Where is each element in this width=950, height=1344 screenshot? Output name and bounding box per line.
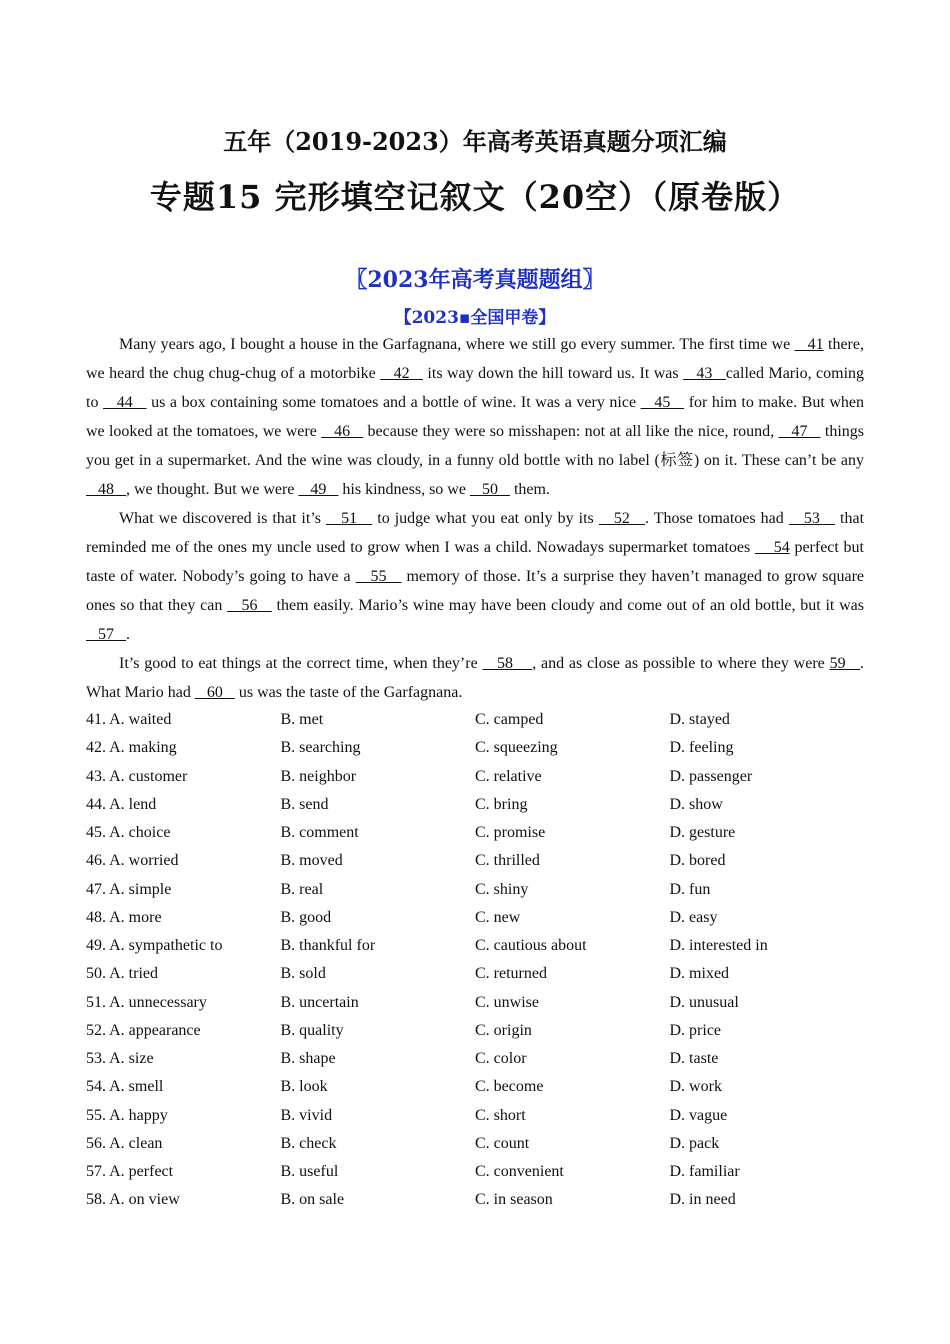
option-text: C. count [475,1134,530,1152]
passage-text: us was the taste of the Garfagnana. [234,684,463,701]
option-a [86,1158,281,1186]
option-text: A. happy [109,1106,168,1124]
question-number: 41. [86,711,106,728]
option-c [475,1186,670,1214]
passage-text: . [126,626,130,643]
option-row [86,989,886,1017]
blank-number: 52 [598,510,645,527]
option-text: A. sympathetic to [109,937,223,954]
topic-title: 专题15 完形填空记叙文（20空）（原卷版） [149,178,801,216]
question-number: 55. [86,1106,106,1124]
option-text: A. appearance [109,1021,201,1039]
option-row [86,876,886,904]
option-a [86,706,281,734]
option-b [281,791,476,819]
option-text: D. stayed [669,711,730,728]
blank-number: 44 [103,394,147,411]
option-b [281,1045,476,1073]
option-a [86,932,281,960]
option-a [86,960,281,988]
option-text: C. origin [475,1021,532,1039]
blank-number: 45 [640,394,685,411]
option-text: B. comment [280,824,359,841]
passage-text: them easily. Mario’s wine may have been cloudy and come out of an old bottle, but it was [271,597,865,614]
option-d [670,791,865,819]
option-text: A. tried [109,965,158,983]
passage-text: because they were so misshapen: not at all like the nice, round, [363,423,779,440]
blank-number: 42 [380,365,423,382]
passage-text: things you get in a supermarket. And the wine was cloudy, in a funny old bottle with no label (标签) on it. These can’t be any [86,423,864,469]
option-text: C. relative [475,767,542,785]
option-d [670,904,865,932]
option-d [670,1045,865,1073]
option-text: A. size [109,1050,154,1067]
option-text: D. vague [669,1106,728,1124]
option-text: B. sold [280,965,326,983]
option-row [86,1045,886,1073]
question-number: 51. [86,993,106,1011]
passage-text: . What Mario had [86,655,864,701]
option-text: B. uncertain [280,993,359,1011]
option-text: D. fun [669,880,711,898]
option-b [281,847,476,875]
option-a [86,904,281,932]
passage-paragraph [86,330,864,504]
option-text: C. bring [475,795,528,813]
question-number: 45. [86,824,106,841]
option-b [281,763,476,791]
option-c [475,847,670,875]
option-a [86,791,281,819]
blank-number: 51 [326,510,373,527]
option-text: C. thrilled [475,852,540,870]
blank-number: 47 [778,423,821,440]
option-row [86,763,886,791]
blank-number: 55 [355,568,402,585]
option-text: B. quality [280,1021,344,1039]
option-a [86,1130,281,1158]
option-text: C. squeezing [475,739,558,757]
option-text: A. smell [109,1078,164,1096]
option-text: B. check [280,1134,337,1152]
passage-text: called Mario, coming to [86,365,865,411]
option-text: D. pack [669,1134,720,1152]
passage-text: . Those tomatoes had [645,510,789,527]
option-text: C. short [475,1106,526,1124]
blank-number: 49 [298,481,339,498]
option-text: D. in need [669,1191,736,1209]
option-d [670,706,865,734]
option-c [475,734,670,762]
option-text: B. shape [280,1050,336,1067]
blank-number: 54 [754,539,790,556]
option-text: A. on view [109,1191,180,1209]
blank-number: 50 [469,481,510,498]
option-b [281,734,476,762]
option-a [86,1045,281,1073]
option-text: C. cautious about [475,937,587,954]
option-b [281,1186,476,1214]
option-d [670,1073,865,1101]
option-text: D. feeling [669,739,734,757]
blank-number: 41 [794,336,824,353]
option-row [86,960,886,988]
option-text: D. mixed [669,965,730,983]
paper-title: 【2023▪全国甲卷】 [394,308,556,328]
option-c [475,932,670,960]
passage-text: its way down the hill toward us. It was [422,365,684,382]
option-row [86,1102,886,1130]
option-row [86,1186,886,1214]
group-title: 〖2023年高考真题题组〗 [345,267,605,293]
option-c [475,876,670,904]
question-number: 50. [86,965,106,983]
question-number: 46. [86,852,106,870]
option-text: C. unwise [475,993,539,1011]
option-text: D. passenger [669,767,753,785]
option-text: C. promise [475,824,546,841]
option-a [86,1186,281,1214]
option-text: D. bored [669,852,726,870]
passage-text: there, we heard the chug chug-chug of a motorbike [86,336,864,382]
option-text: B. good [280,908,332,926]
option-row [86,1073,886,1101]
option-c [475,819,670,847]
option-a [86,763,281,791]
option-text: C. convenient [475,1163,564,1180]
option-a [86,1073,281,1101]
option-b [281,989,476,1017]
option-text: C. new [475,908,521,926]
option-d [670,847,865,875]
question-number: 49. [86,937,106,954]
option-b [281,1102,476,1130]
option-row [86,847,886,875]
option-d [670,932,865,960]
passage-text: perfect but taste of water. Nobody’s going to have a [86,539,864,585]
passage-text: memory of those. It’s a surprise they haven’t managed to grow square ones so that they can [86,568,865,614]
option-a [86,734,281,762]
blank-number: 48 [86,481,126,498]
option-row [86,1017,886,1045]
option-d [670,763,865,791]
option-a [86,1102,281,1130]
blank-number: 43 [683,365,726,382]
passage-text: for him to make. But when we looked at the tomatoes, we were [86,394,864,440]
blank-number: 46 [321,423,364,440]
option-c [475,706,670,734]
passage-text: to judge what you eat only by its [372,510,599,527]
option-text: C. returned [475,965,547,983]
option-text: A. perfect [109,1163,174,1180]
option-d [670,989,865,1017]
option-text: B. thankful for [280,937,376,954]
option-row [86,791,886,819]
option-text: B. neighbor [280,767,357,785]
option-c [475,1130,670,1158]
question-number: 47. [86,880,106,898]
option-text: C. camped [475,711,544,728]
option-text: C. color [475,1050,527,1067]
question-number: 54. [86,1078,106,1096]
option-text: A. simple [109,880,172,898]
option-a [86,1017,281,1045]
option-text: C. in season [475,1191,553,1209]
option-d [670,1158,865,1186]
passage-text: Many years ago, I bought a house in the Garfagnana, where we still go every summer. The first time we [119,336,795,353]
option-a [86,876,281,904]
option-text: A. more [109,908,162,926]
option-d [670,1130,865,1158]
option-b [281,1073,476,1101]
passage-text: It’s good to eat things at the correct time, when they’re [119,655,483,672]
option-d [670,876,865,904]
blank-number: 56 [227,597,272,614]
option-text: A. lend [109,795,157,813]
option-a [86,989,281,1017]
question-number: 48. [86,908,106,926]
option-d [670,1017,865,1045]
option-text: A. customer [109,767,188,785]
question-number: 56. [86,1134,106,1152]
option-text: B. met [280,711,324,728]
option-a [86,847,281,875]
option-b [281,876,476,904]
option-text: A. unnecessary [109,993,207,1011]
option-text: A. choice [109,824,171,841]
option-b [281,904,476,932]
option-text: C. become [475,1078,544,1096]
passage-text: them. [509,481,550,498]
option-text: B. real [280,880,324,898]
blank-number: 60 [194,684,235,701]
option-text: D. show [669,795,723,813]
option-row [86,734,886,762]
option-c [475,960,670,988]
option-c [475,989,670,1017]
option-text: B. send [280,795,329,813]
passage-text: his kindness, so we [338,481,470,498]
blank-number: 59 [829,655,860,672]
option-text: C. shiny [475,880,529,898]
passage-text: us a box containing some tomatoes and a bottle of wine. It was a very nice [146,394,641,411]
option-c [475,1102,670,1130]
option-a [86,819,281,847]
option-b [281,706,476,734]
question-number: 53. [86,1050,106,1067]
option-c [475,904,670,932]
option-text: A. worried [109,852,179,870]
question-number: 42. [86,739,106,757]
option-row [86,706,886,734]
option-text: A. clean [109,1134,163,1152]
option-text: D. interested in [669,937,768,954]
option-b [281,960,476,988]
option-c [475,1045,670,1073]
series-title: 五年（2019-2023）年高考英语真题分项汇编 [223,127,727,156]
option-text: D. taste [669,1050,719,1067]
option-row [86,932,886,960]
option-text: D. work [669,1078,722,1096]
question-number: 57. [86,1163,106,1180]
cloze-passage [86,330,864,707]
option-d [670,960,865,988]
option-row [86,819,886,847]
blank-number: 58 [482,655,533,672]
option-b [281,1017,476,1045]
option-d [670,819,865,847]
option-c [475,1158,670,1186]
option-text: D. familiar [669,1163,740,1180]
option-text: D. price [669,1021,722,1039]
option-text: D. gesture [669,824,736,841]
option-c [475,1073,670,1101]
question-number: 58. [86,1191,106,1209]
passage-paragraph [86,504,864,649]
option-b [281,1130,476,1158]
option-d [670,734,865,762]
passage-text: What we discovered is that it’s [119,510,327,527]
option-c [475,1017,670,1045]
option-b [281,1158,476,1186]
option-text: A. making [109,739,177,757]
option-c [475,763,670,791]
option-row [86,1130,886,1158]
passage-text: that reminded me of the ones my uncle used to grow when I was a child. Nowadays supermarket tomatoes [86,510,865,556]
option-text: B. searching [280,739,361,757]
option-text: B. moved [280,852,343,870]
options-list [86,706,886,1215]
passage-text: , we thought. But we were [126,481,299,498]
blank-number: 53 [788,510,835,527]
option-text: B. useful [280,1163,339,1180]
option-text: D. easy [669,908,718,926]
question-number: 44. [86,795,106,813]
option-b [281,932,476,960]
question-number: 52. [86,1021,106,1039]
option-d [670,1102,865,1130]
option-text: B. vivid [280,1106,333,1124]
option-text: D. unusual [669,993,739,1011]
blank-number: 57 [86,626,126,643]
option-row [86,1158,886,1186]
option-b [281,819,476,847]
passage-text: , and as close as possible to where they were [532,655,830,672]
question-number: 43. [86,767,106,785]
option-text: A. waited [109,711,172,728]
option-text: B. on sale [280,1191,345,1209]
option-text: B. look [280,1078,328,1096]
passage-paragraph [86,649,864,707]
option-c [475,791,670,819]
option-d [670,1186,865,1214]
option-row [86,904,886,932]
